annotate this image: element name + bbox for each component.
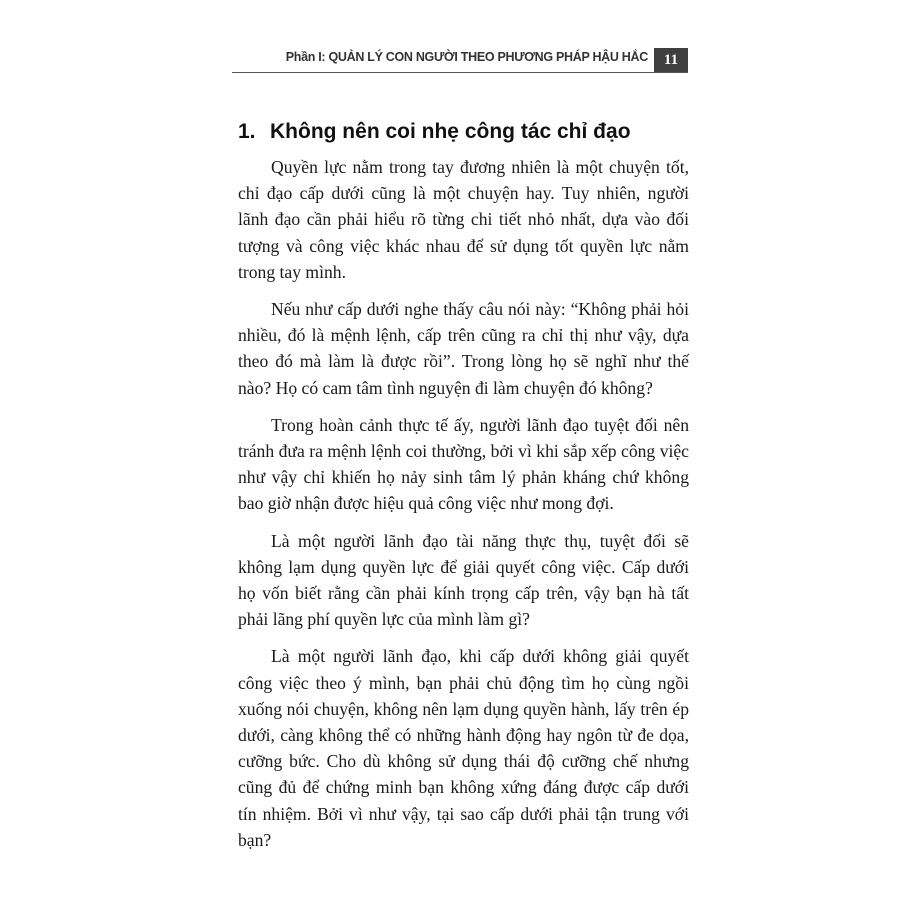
- paragraph-3: Trong hoàn cảnh thực tế ấy, người lãnh đạo tuyệt đối nên tránh đưa ra mệnh lệnh coi thường, bởi vì khi sắp xếp công việc như vậy chỉ khiến họ nảy sinh tâm lý phản kháng chứ không bao giờ nhận được hiệu quả công việc như mong đợi.: [238, 414, 689, 514]
- paragraph-4: Là một người lãnh đạo tài năng thực thụ, tuyệt đối sẽ không lạm dụng quyền lực để giải quyết công việc. Cấp dưới họ vốn biết rằng cần phải kính trọng cấp trên, vậy bạn hà tất phải lãng phí quyền lực của mình làm gì?: [238, 530, 689, 630]
- header-title: Phần I: QUẢN LÝ CON NGƯỜI THEO PHƯƠNG PHÁP HẬU HẮC: [285, 50, 648, 64]
- section-number: 1.: [238, 120, 256, 143]
- paragraph-5: Là một người lãnh đạo, khi cấp dưới không giải quyết công việc theo ý mình, bạn phải chủ động tìm họ cùng ngồi xuống nói chuyện, không nên lạm dụng quyền hành, lấy trên ép dưới, càng không thể có những hành động hay ngôn từ đe dọa, cưỡng bức. Cho dù không sử dụng thái độ cưỡng chế nhưng cũng đủ để chứng minh bạn không xứng đáng được cấp dưới tín nhiệm. Bởi vì như vậy, tại sao cấp dưới phải tận trung với bạn?: [238, 646, 689, 850]
- page-number: 11: [654, 48, 688, 72]
- paragraph-1: Quyền lực nằm trong tay đương nhiên là một chuyện tốt, chỉ đạo cấp dưới cũng là một chuyện hay. Tuy nhiên, người lãnh đạo cần phải hiểu rõ từng chi tiết nhỏ nhất, dựa vào đối tượng và công việc khác nhau để sử dụng tốt quyền lực nằm trong tay mình.: [238, 157, 689, 282]
- section-heading: [238, 120, 698, 144]
- body-text: [238, 154, 689, 864]
- section-title: Không nên coi nhẹ công tác chỉ đạo: [270, 120, 631, 143]
- paragraph-2: Nếu như cấp dưới nghe thấy câu nói này: “Không phải hỏi nhiều, đó là mệnh lệnh, cấp trên cũng ra chỉ thị như vậy, dựa theo đó mà làm là được rồi”. Trong lòng họ sẽ nghĩ như thế nào? Họ có cam tâm tình nguyện đi làm chuyện đó không?: [238, 299, 689, 398]
- running-header: [232, 48, 688, 73]
